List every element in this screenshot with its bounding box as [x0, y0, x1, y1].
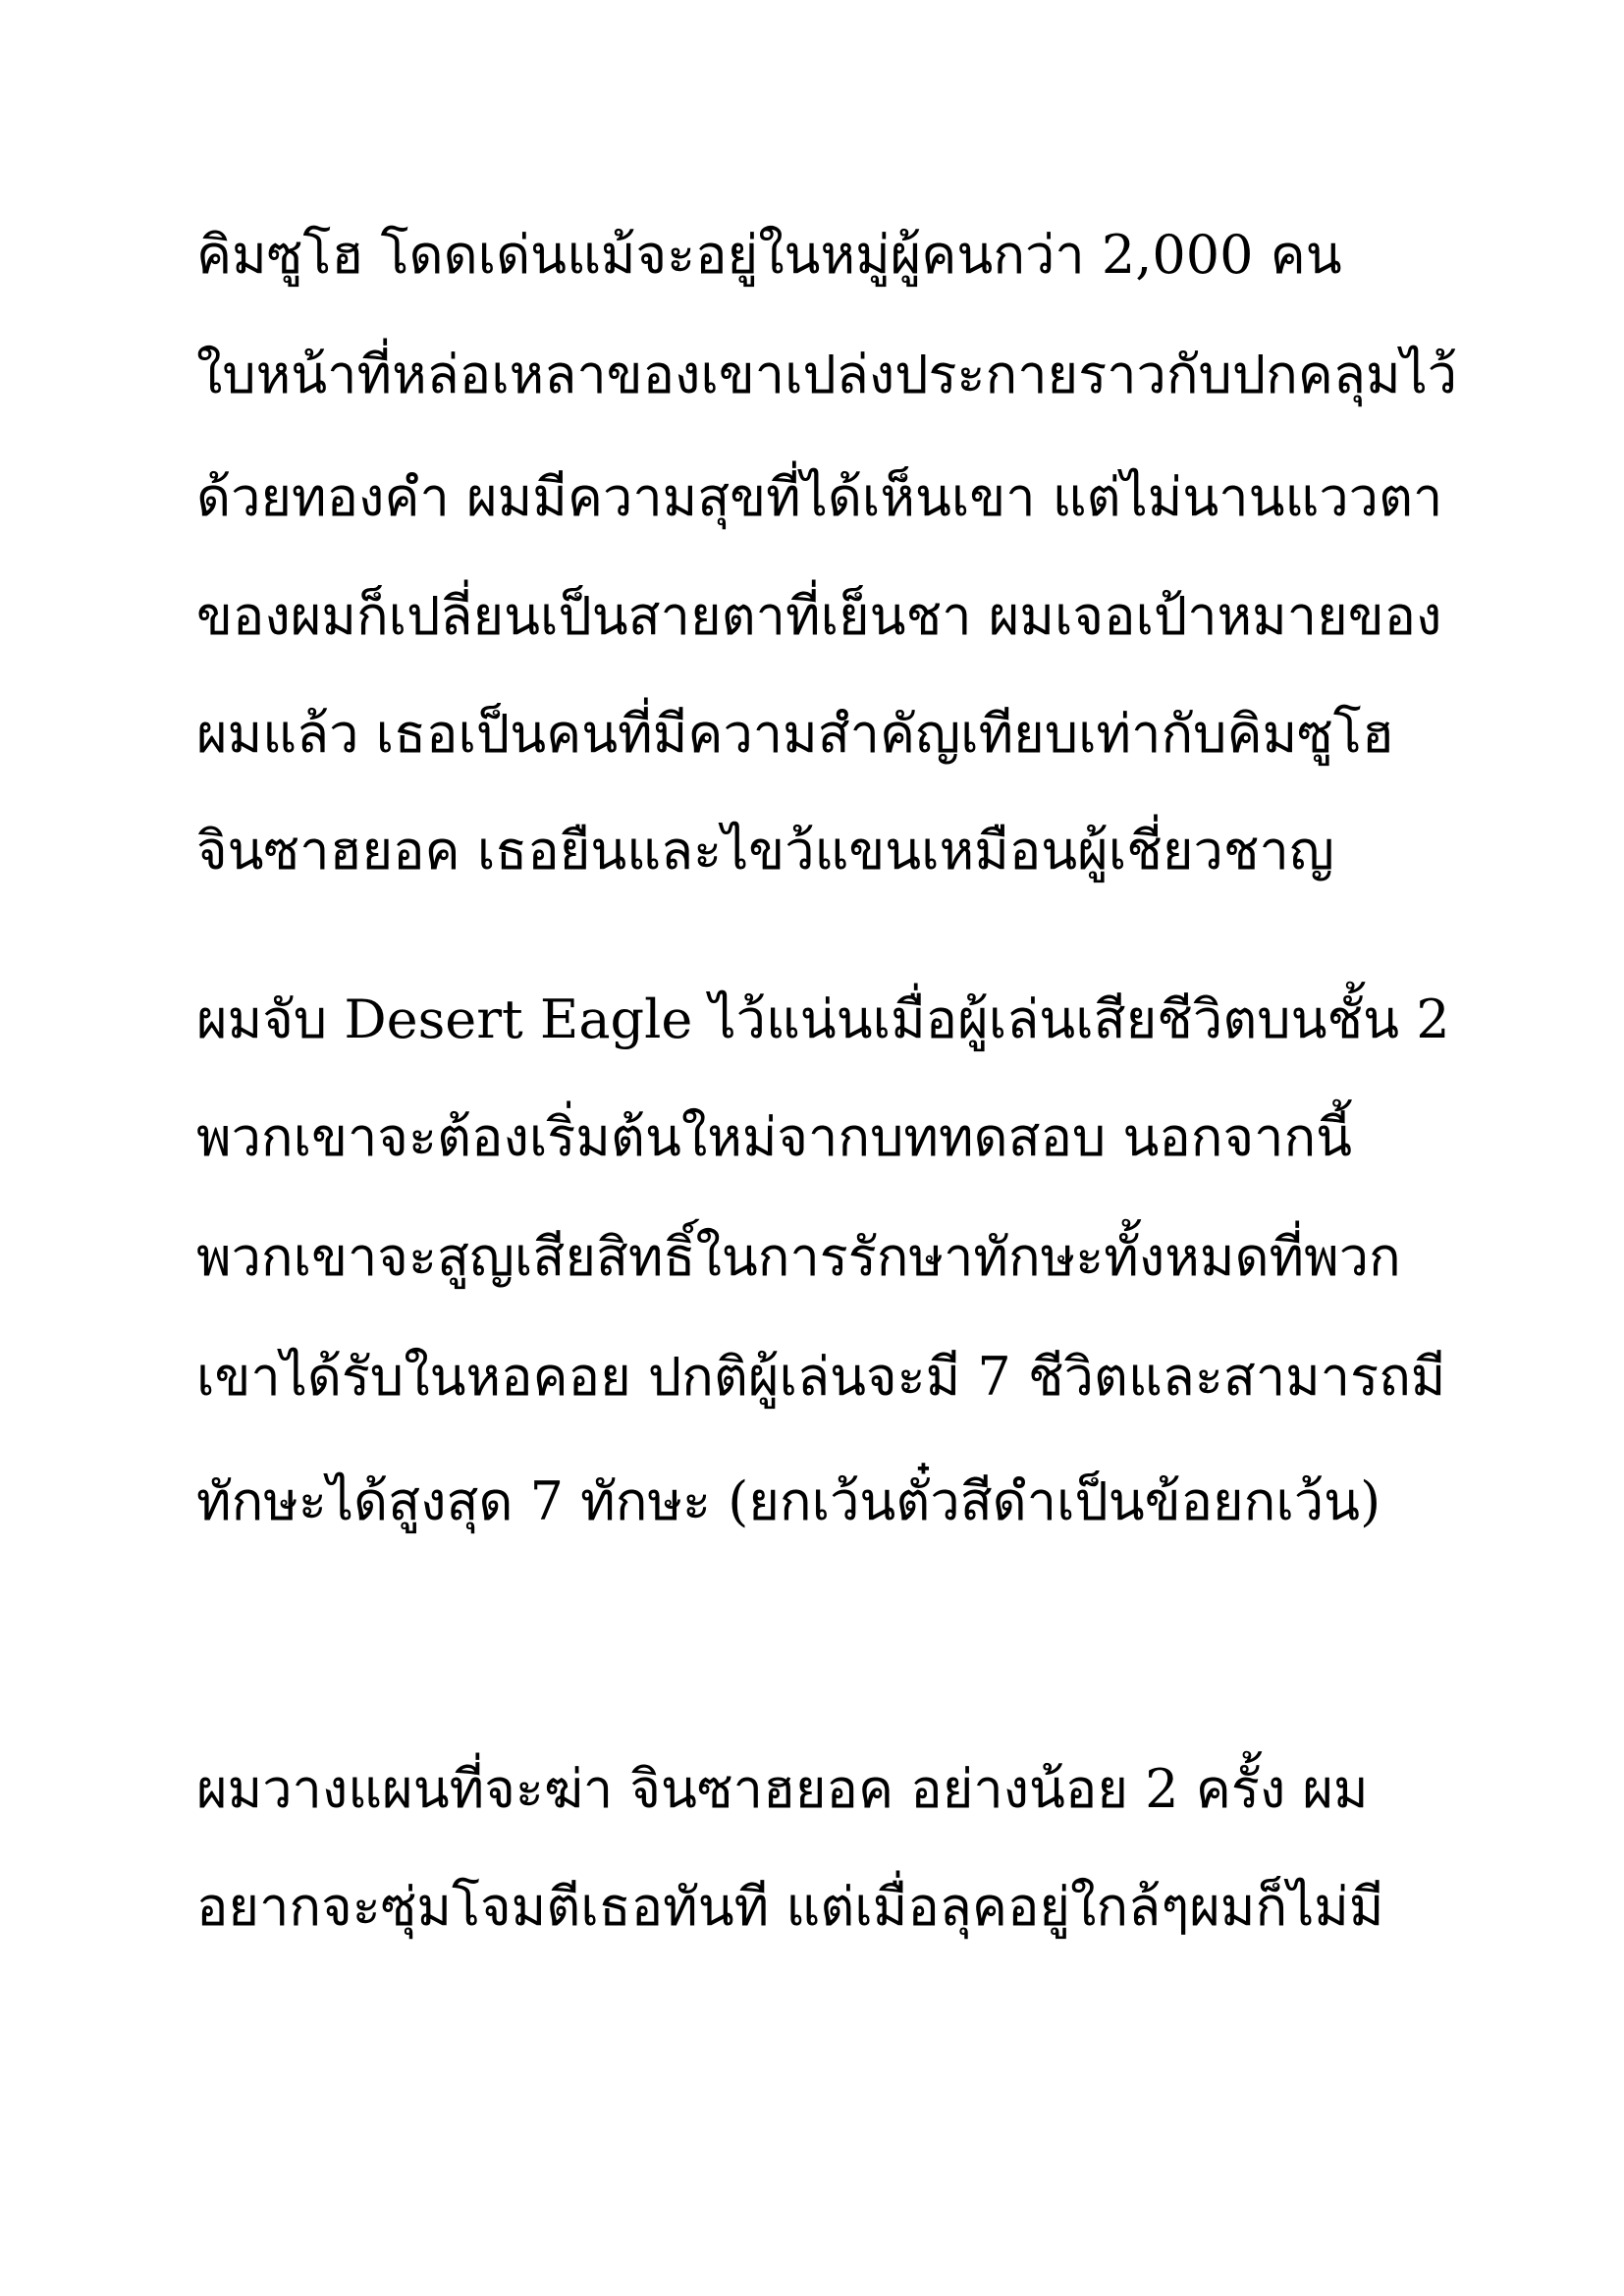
- text-line: ผมแล้ว เธอเป็นคนที่มีความสำคัญเทียบเท่ากับคิมซูโฮ: [196, 703, 1394, 765]
- text-line: ด้วยทองคำ ผมมีความสุขที่ได้เห็นเขา แต่ไม่นานแววตา: [196, 466, 1443, 528]
- text-line: ใบหน้าที่หล่อเหลาของเขาเปล่งประกายราวกับปกคลุมไว้: [196, 344, 1458, 405]
- text-line: พวกเขาจะต้องเริ่มต้นใหม่จากบททดสอบ นอกจากนี้: [196, 1106, 1353, 1168]
- text-line: ทักษะได้สูงสุด 7 ทักษะ (ยกเว้นตั๋วสีดำเป็นข้อยกเว้น): [196, 1470, 1381, 1532]
- text-line: จินซาฮยอค เธอยืนและไขว้แขนเหมือนผู้เชี่ยวชาญ: [196, 820, 1334, 881]
- text-line: คิมซูโฮ โดดเด่นแม้จะอยู่ในหมู่ผู้คนกว่า 2,000 คน: [196, 224, 1342, 286]
- text-line: ผมจับ Desert Eagle ไว้แน่นเมื่อผู้เล่นเสียชีวิตบนชั้น 2: [196, 988, 1450, 1050]
- text-line: ผมวางแผนที่จะฆ่า จินซาฮยอค อย่างน้อย 2 ครั้ง ผม: [196, 1758, 1369, 1820]
- text-line: อยากจะซุ่มโจมตีเธอทันที แต่เมื่อลุคอยู่ใกล้ๆผมก็ไม่มี: [196, 1876, 1384, 1938]
- text-line: ของผมก็เปลี่ยนเป็นสายตาที่เย็นชา ผมเจอเป้าหมายของ: [196, 585, 1442, 647]
- text-line: พวกเขาจะสูญเสียสิทธิ์ในการรักษาทักษะทั้งหมดที่พวก: [196, 1226, 1401, 1288]
- text-line: เขาได้รับในหอคอย ปกติผู้เล่นจะมี 7 ชีวิตและสามารถมี: [196, 1346, 1446, 1408]
